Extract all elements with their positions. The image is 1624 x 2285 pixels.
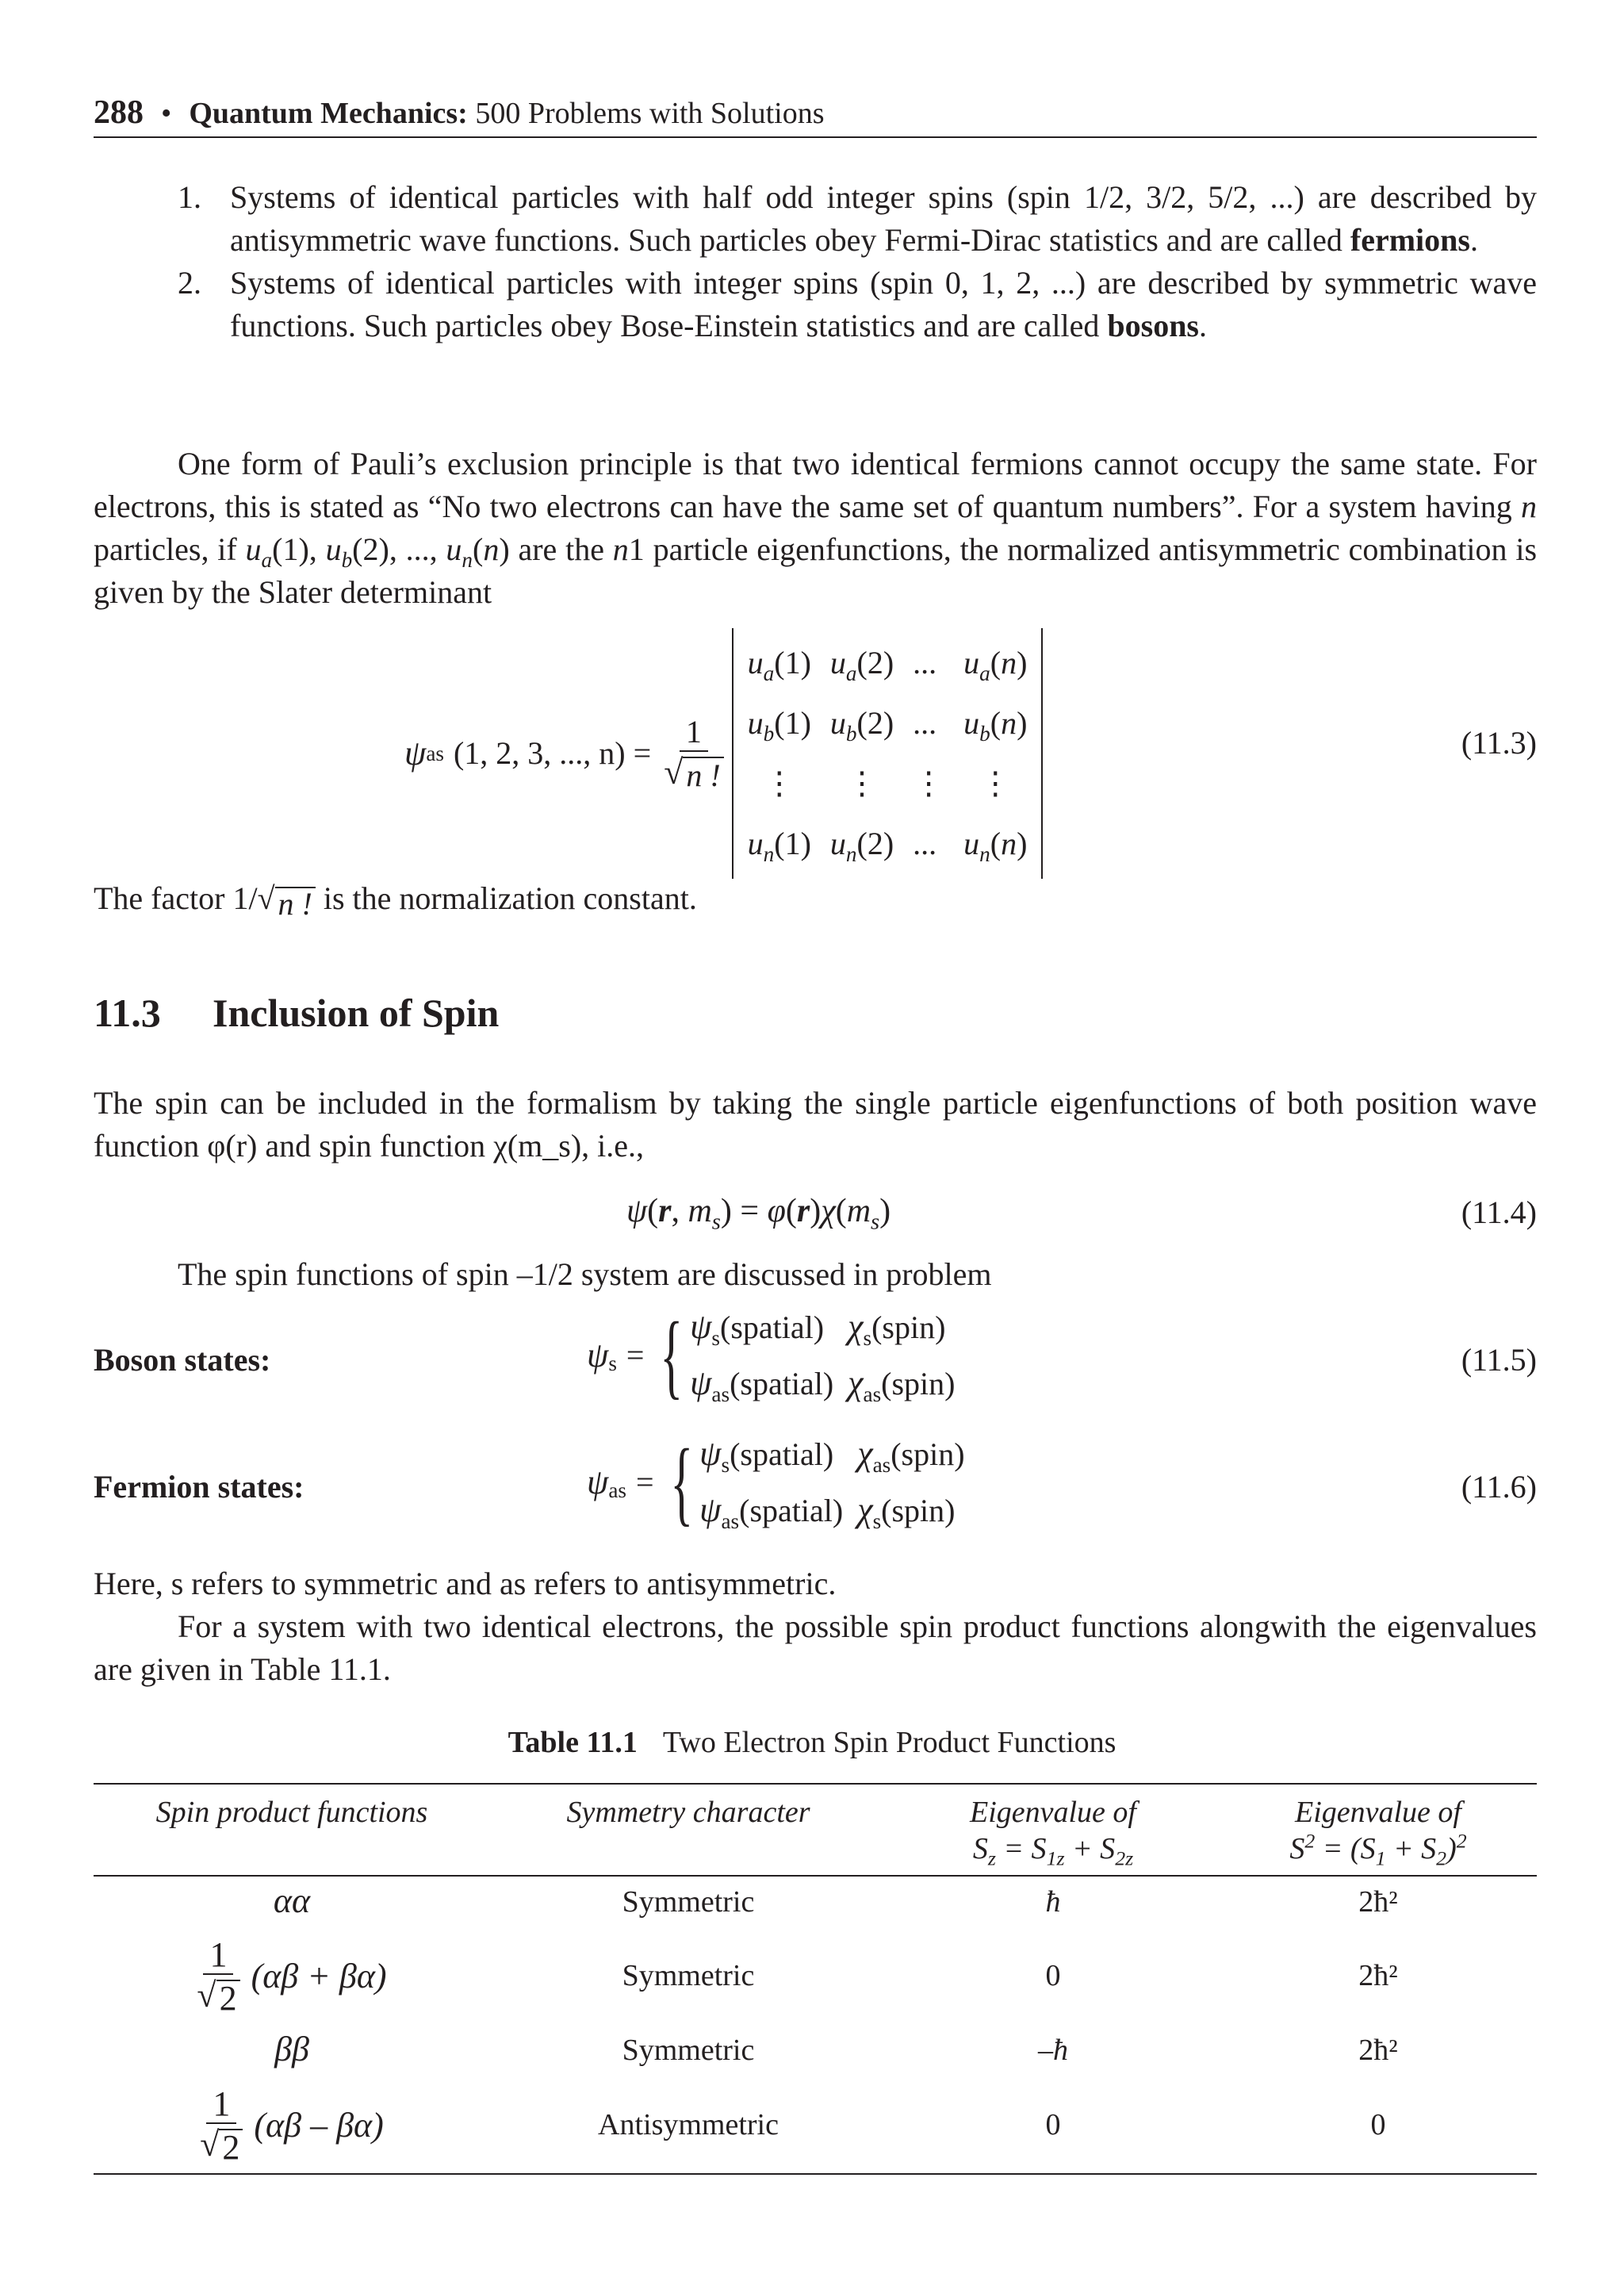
list-number: 2.	[178, 265, 201, 301]
table-row: 1 √ 2 (αβ + βα) Symmetric 0 2ħ²	[94, 1927, 1537, 2025]
case-text: (spin)	[891, 1436, 965, 1472]
spin-half-paragraph: The spin functions of spin –1/2 system are discussed in problem	[178, 1256, 992, 1292]
equation-number: (11.5)	[1461, 1342, 1537, 1378]
section-title: Inclusion of Spin	[213, 991, 500, 1035]
equation-11-4: ψ(r, $m_s) = \varphi(r)\chi(m_s)$	[626, 1193, 891, 1235]
case-text: (spatial)	[720, 1309, 825, 1345]
para-text: The factor 1/	[94, 880, 258, 916]
symmetry-cell: Symmetric	[622, 1884, 755, 1919]
para-text: particles, if	[94, 531, 246, 567]
symmetry-cell: Antisymmetric	[598, 2107, 779, 2141]
spin-function: (αβ – βα)	[254, 2105, 384, 2145]
table-row: 1 √ 2 (αβ – βα) Antisymmetric 0 0	[94, 2076, 1537, 2174]
term-bosons: bosons	[1107, 308, 1199, 343]
equation-number: (11.6)	[1461, 1469, 1537, 1505]
var-n: n	[1521, 489, 1537, 524]
left-brace: {	[669, 1429, 693, 1535]
running-header	[94, 89, 1537, 138]
case-text: (spin)	[881, 1493, 956, 1528]
numbered-list	[94, 176, 1537, 347]
sz-eigenvalue: –ħ	[1038, 2034, 1068, 2067]
table-caption	[0, 1721, 1624, 1764]
section-heading	[94, 987, 499, 1038]
para-text: One form of Pauli’s exclusion principle is that two identical fermions cannot occupy the same state. For electrons, this is stated as “No two electrons can have the same set of quantum numbers”. For a system having	[94, 446, 1537, 524]
list-item	[94, 176, 1537, 262]
para-text: are the	[509, 531, 613, 567]
page-number: 288	[94, 94, 144, 131]
list-number: 1.	[178, 179, 201, 215]
symmetry-cell: Symmetric	[622, 2034, 755, 2067]
s2-eigenvalue: 2ħ²	[1358, 1959, 1398, 1992]
symmetry-cell: Symmetric	[622, 1959, 755, 1992]
normalization-sentence: The factor 1/ √ n ! is the normalization constant.	[94, 880, 697, 922]
column-header: Eigenvalue of $S_z = S_{1z} + S_{2z}$	[970, 1796, 1136, 1870]
fraction-denominator: n !	[683, 757, 723, 793]
fraction-denominator: 2	[219, 2129, 243, 2165]
list-text: Systems of identical particles with integer spins (spin 0, 1, 2, ...) are described by symmetric wave functions. Such particles obey Bose-Einstein statistics and are called	[230, 265, 1537, 343]
list-item	[94, 262, 1537, 347]
list-end: .	[1199, 308, 1207, 343]
fraction-numerator: 1	[680, 714, 708, 752]
book-title: Quantum Mechanics:	[189, 97, 468, 130]
table-header-row	[94, 1784, 1537, 1876]
table-caption-label: Table 11.1	[508, 1726, 638, 1759]
pauli-paragraph: One form of Pauli’s exclusion principle is that two identical fermions cannot occupy the same state. For electrons, this is stated as “No two electrons can have the same set of quantum numbers”. For a system having n particles, if $u_a(1)$, $u_b(2)$, ..., $u_n(n)$ are the n1 particle eigenfunctions, the normalized antisymmetric combination is given by the Slater determinant	[94, 446, 1538, 610]
equation-number: (11.4)	[1461, 1194, 1537, 1230]
boson-label: Boson states:	[94, 1342, 271, 1378]
column-header: Eigenvalue of $S^2 = (S_1 + S_2)^2$	[1289, 1796, 1467, 1870]
spin-product-table	[94, 1783, 1537, 2175]
slater-lhs: (1, 2, 3, ..., n) =	[453, 735, 652, 771]
case-text: (spatial)	[739, 1493, 844, 1528]
boson-equation: ψ s = { $\psi_s(spatial)$ $\chi_s(spin)$ $\psi_{as}(spatial)$ $\chi_{as}(spin)$	[587, 1302, 956, 1408]
book-subtitle: 500 Problems with Solutions	[475, 97, 825, 130]
para-text: 1 particle eigenfunctions, the normalized antisymmetric combination is given by the Slater determinant	[94, 531, 1538, 610]
determinant-matrix: $u_a(1)$ $u_a(2)$ ... $u_a(n)$ $u_b(1)$ $u_b(2)$ ... $u_b(n)$ ⋮ ⋮ ⋮ ⋮ $u_n(1)$ $u_n(2)$ ... $u_n(n)$	[732, 628, 1044, 879]
fraction-denominator: 2	[216, 1980, 240, 2016]
column-header: Symmetry character	[566, 1796, 810, 1829]
list-end: .	[1469, 222, 1478, 258]
sz-eigenvalue: 0	[1045, 2107, 1061, 2141]
case-text: (spin)	[871, 1309, 946, 1345]
equation-number: (11.3)	[1461, 725, 1537, 761]
var-n: n	[612, 531, 629, 567]
symmetric-note: Here, s refers to symmetric and as refers to antisymmetric.	[94, 1566, 837, 1601]
case-text: (spatial)	[730, 1366, 834, 1401]
s2-eigenvalue: 2ħ²	[1358, 1884, 1398, 1919]
fermion-label: Fermion states:	[94, 1469, 304, 1505]
column-header: Spin product functions	[155, 1796, 428, 1829]
spin-paragraph: The spin can be included in the formalism by taking the single particle eigenfunctions of both position wave function φ(r) and spin function χ(m_s), i.e.,	[94, 1085, 1537, 1164]
slater-determinant-equation: ψ as (1, 2, 3, ..., n) = 1 √ n ! $u_a(1)$ $u_a(2)$ ... $u_a(n)$ $u_b(1)$ $u_b(2)$ ... $u_b(n)$ ⋮ ⋮ ⋮ ⋮ $u_n(1)$ $u_n(2)$ ... $u_n(n)$	[404, 628, 1043, 879]
fraction-numerator: 1	[206, 2086, 236, 2124]
case-text: (spatial)	[730, 1436, 834, 1472]
section-number: 11.3	[94, 991, 161, 1035]
list-text: Systems of identical particles with half odd integer spins (spin 1/2, 3/2, 5/2, ...) are described by antisymmetric wave functions. Such particles obey Fermi-Dirac statistics and are called	[230, 179, 1537, 258]
spin-function: ββ	[274, 2030, 309, 2068]
sz-eigenvalue: ħ	[1045, 1884, 1061, 1919]
case-text: (spin)	[881, 1366, 956, 1401]
sqrt-n-factorial: n !	[275, 887, 316, 920]
para-text: is the normalization constant.	[315, 880, 697, 916]
fermion-equation: ψ as = { $\psi_s(spatial)$ $\chi_{as}(spin)$ $\psi_{as}(spatial)$ $\chi_s(spin)$	[587, 1429, 965, 1535]
table-intro-paragraph: For a system with two identical electrons, the possible spin product functions alongwith the eigenvalues are given in Table 11.1.	[94, 1608, 1537, 1687]
spin-function: (αβ + βα)	[251, 1957, 387, 1996]
s2-eigenvalue: 2ħ²	[1358, 2034, 1398, 2067]
normalization-fraction: 1 √ n !	[664, 714, 723, 794]
table-row	[94, 1876, 1537, 1927]
spin-function: αα	[273, 1881, 311, 1920]
table-caption-text: Two Electron Spin Product Functions	[662, 1726, 1116, 1759]
term-fermions: fermions	[1350, 222, 1470, 258]
sz-eigenvalue: 0	[1045, 1959, 1061, 1992]
header-bullet: •	[161, 97, 172, 130]
s2-eigenvalue: 0	[1370, 2107, 1386, 2141]
fraction-numerator: 1	[203, 1937, 233, 1975]
table-row	[94, 2025, 1537, 2076]
left-brace: {	[660, 1302, 684, 1408]
